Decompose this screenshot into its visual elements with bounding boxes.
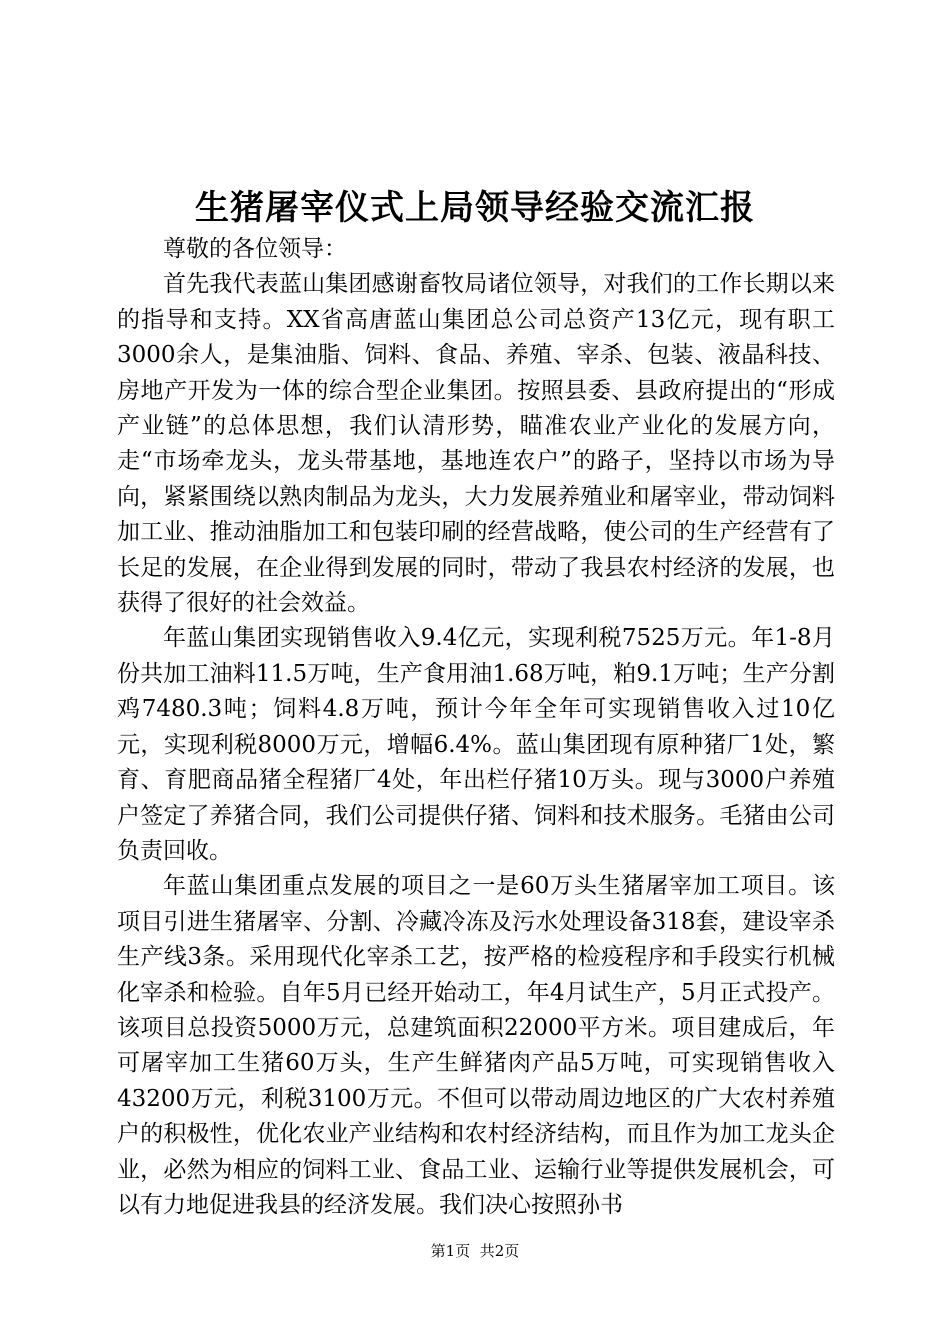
page-total: 共2页 [479, 1242, 520, 1260]
paragraph-1: 首先我代表蓝山集团感谢畜牧局诸位领导，对我们的工作长期以来的指导和支持。XX省高唐蓝山集团总公司总资产13亿元，现有职工3000余人，是集油脂、饲料、食品、养殖、宰杀、包装、液晶科技、房地产开发为一体的综合型企业集团。按照县委、县政府提出的“形成产业链”的总体思想，我们认清形势，瞄准农业产业化的发展方向，走“市场牵龙头，龙头带基地，基地连农户”的路子，坚持以市场为导向，紧紧围绕以熟肉制品为龙头，大力发展养殖业和屠宰业，带动饲料加工业、推动油脂加工和包装印刷的经营战略，使公司的生产经营有了长足的发展，在企业得到发展的同时，带动了我县农村经济的发展，也获得了很好的社会效益。 [117, 271, 835, 617]
document-title: 生猪屠宰仪式上局领导经验交流汇报 [195, 188, 755, 228]
paragraph-2: 年蓝山集团实现销售收入9.4亿元，实现利税7525万元。年1-8月份共加工油料11.5万吨，生产食用油1.68万吨，粕9.1万吨；生产分割鸡7480.3吨；饲料4.8万吨，预计今年全年可实现销售收入过10亿元，实现利税8000万元，增幅6.4%。蓝山集团现有原种猪厂1处，繁育、育肥商品猪全程猪厂4处，年出栏仔猪10万头。现与3000户养殖户签定了养猪合同，我们公司提供仔猪、饲料和技术服务。毛猪由公司负责回收。 [117, 625, 835, 864]
salutation: 尊敬的各位领导： [163, 236, 347, 262]
page-number: 第1页 [430, 1242, 471, 1260]
document-body [117, 232, 835, 1223]
page-footer [0, 1241, 950, 1261]
paragraph-3: 年蓝山集团重点发展的项目之一是60万头生猪屠宰加工项目。该项目引进生猪屠宰、分割、冷藏冷冻及污水处理设备318套，建设宰杀生产线3条。采用现代化宰杀工艺，按严格的检疫程序和手段实行机械化宰杀和检验。自年5月已经开始动工，年4月试生产，5月正式投产。该项目总投资5000万元，总建筑面积22000平方米。项目建成后，年可屠宰加工生猪60万头，生产生鲜猪肉产品5万吨，可实现销售收入43200万元，利税3100万元。不但可以带动周边地区的广大农村养殖户的积极性，优化农业产业结构和农村经济结构，而且作为加工龙头企业，必然为相应的饲料工业、食品工业、运输行业等提供发展机会，可以有力地促进我县的经济发展。我们决心按照孙书 [117, 873, 835, 1218]
footer-spacer [470, 1242, 480, 1260]
